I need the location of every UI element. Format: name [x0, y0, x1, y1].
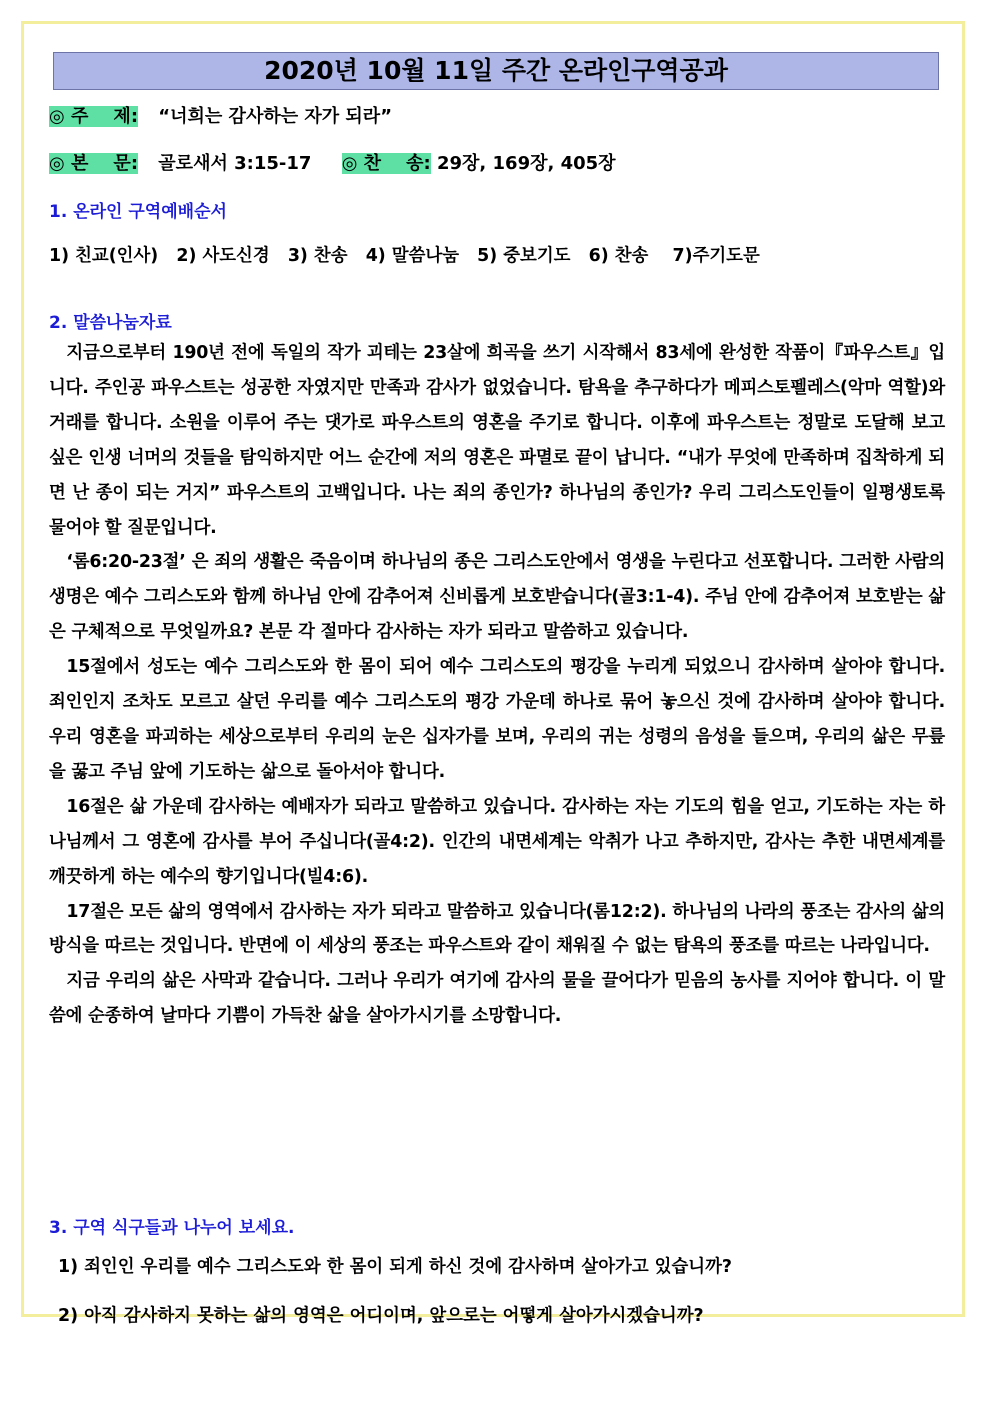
paragraph: 지금 우리의 삶은 사막과 같습니다. 그러나 우리가 여기에 감사의 물을 끌어다가 믿음의 농사를 지어야 합니다. 이 말씀에 순종하여 날마다 기쁨이 가득찬 삶을 살아가시기를 소망합니다. [49, 971, 945, 1027]
section2-heading: 2. 말씀나눔자료 [49, 313, 172, 333]
theme-line [49, 105, 392, 129]
sharing-text [49, 336, 945, 1034]
text-label: ◎ 본 문: [49, 153, 139, 174]
paragraph: 16절은 삶 가운데 감사하는 예배자가 되라고 말씀하고 있습니다. 감사하는 자는 기도의 힘을 얻고, 기도하는 자는 하나님께서 그 영혼에 감사를 부어 주십니다(골4:2). 인간의 내면세계는 악취가 나고 추하지만, 감사는 추한 내면세계를 깨끗하게 하는 예수의 향기입니다(빌4:6). [49, 796, 945, 887]
hymn-label: ◎ 찬 송: [341, 153, 431, 174]
text-value: 골로새서 3:15-17 [158, 153, 312, 174]
theme-label: ◎ 주 제: [49, 106, 139, 127]
text-hymn-line [49, 152, 616, 176]
theme-value: “너희는 감사하는 자가 되라” [158, 106, 393, 127]
hymn-value: 29장, 169장, 405장 [436, 153, 616, 174]
page-title: 2020년 10월 11일 주간 온라인구역공과 [53, 52, 939, 90]
question-2: 2) 아직 감사하지 못하는 삶의 영역은 어디이며, 앞으로는 어떻게 살아가시겠습니까? [58, 1306, 704, 1326]
section1-heading: 1. 온라인 구역예배순서 [49, 202, 227, 222]
paragraph: 17절은 모든 삶의 영역에서 감사하는 자가 되라고 말씀하고 있습니다(롬12:2). 하나님의 나라의 풍조는 감사의 삶의 방식을 따르는 것입니다. 반면에 이 세상의 풍조는 파우스트와 같이 채워질 수 없는 탐욕의 풍조를 따르는 나라입니다. [49, 901, 945, 957]
paragraph: 15절에서 성도는 예수 그리스도와 한 몸이 되어 예수 그리스도의 평강을 누리게 되었으니 감사하며 살아야 합니다. 죄인인지 조차도 모르고 살던 우리를 예수 그리스도의 평강 가운데 하나로 묶어 놓으신 것에 감사하며 살아야 합니다. 우리 영혼을 파괴하는 세상으로부터 우리의 눈은 십자가를 보며, 우리의 귀는 성령의 음성을 들으며, 우리의 삶은 무릎을 꿇고 주님 앞에 기도하는 삶으로 돌아서야 합니다. [49, 657, 945, 782]
section3-heading: 3. 구역 식구들과 나누어 보세요. [49, 1218, 295, 1238]
paragraph: ‘롬6:20-23절’ 은 죄의 생활은 죽음이며 하나님의 종은 그리스도안에서 영생을 누린다고 선포합니다. 그러한 사람의 생명은 예수 그리스도와 함께 하나님 안에 감추어져 신비롭게 보호받습니다(골3:1-4). 주님 안에 감추어져 보호받는 삶은 구체적으로 무엇일까요? 본문 각 절마다 감사하는 자가 되라고 말씀하고 있습니다. [49, 552, 945, 643]
question-1: 1) 죄인인 우리를 예수 그리스도와 한 몸이 되게 하신 것에 감사하며 살아가고 있습니까? [58, 1257, 732, 1277]
worship-order: 1) 친교(인사) 2) 사도신경 3) 찬송 4) 말씀나눔 5) 중보기도 6) 찬송 7)주기도문 [49, 246, 760, 266]
paragraph: 지금으로부터 190년 전에 독일의 작가 괴테는 23살에 희곡을 쓰기 시작해서 83세에 완성한 작품이『파우스트』입니다. 주인공 파우스트는 성공한 자였지만 만족과 감사가 없었습니다. 탐욕을 추구하다가 메피스토펠레스(악마 역할)와 거래를 합니다. 소원을 이루어 주는 댓가로 파우스트의 영혼을 주기로 합니다. 이후에 파우스트는 정말로 도달해 보고 싶은 인생 너머의 것들을 탐익하지만 어느 순간에 저의 영혼은 파멸로 끝이 납니다. “내가 무엇에 만족하며 집착하게 되면 난 종이 되는 거지” 파우스트의 고백입니다. 나는 죄의 종인가? 하나님의 종인가? 우리 그리스도인들이 일평생토록 물어야 할 질문입니다. [49, 343, 945, 538]
